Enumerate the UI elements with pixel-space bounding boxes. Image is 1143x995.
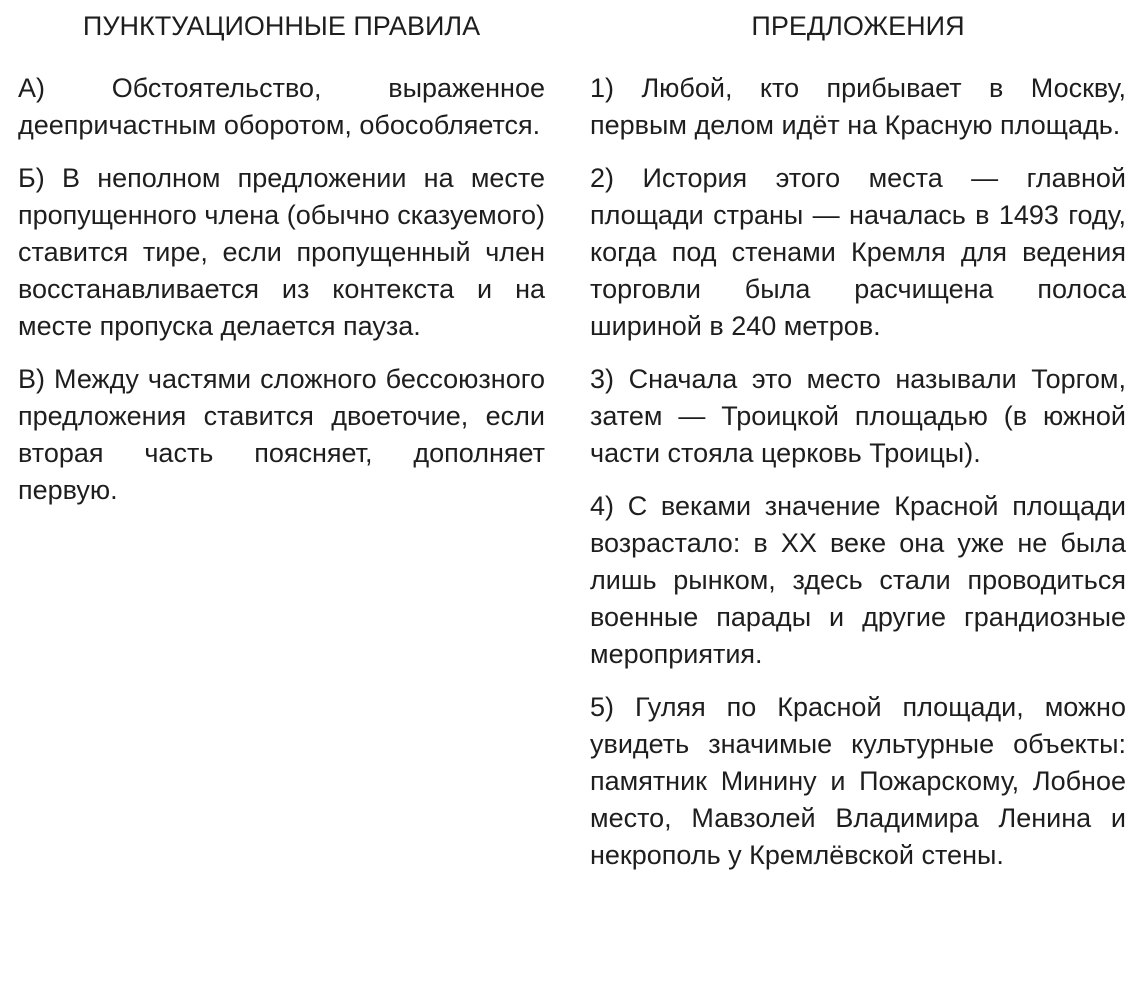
sentence-item-1-label: 1) — [590, 73, 615, 103]
sentence-item-2-label: 2) — [590, 163, 615, 193]
rule-item-b-text: В неполном предложении на месте пропущенного члена (обычно сказуемого) ставится тире, если пропущенный член восстанавливается из контекста и на месте пропуска делается пауза. — [18, 163, 545, 341]
rule-item-v-text: Между частями сложного бессоюзного предложения ставится двоеточие, если вторая часть поясняет, дополняет первую. — [18, 364, 545, 505]
sentence-item-4-label: 4) — [590, 491, 615, 521]
sentence-item-3-text: Сначала это место называли Торгом, затем — Троицкой площадью (в южной части стояла церковь Троицы). — [590, 364, 1126, 468]
sentence-item-5-label: 5) — [590, 692, 615, 722]
rules-column — [18, 8, 545, 874]
sentences-column-header: ПРЕДЛОЖЕНИЯ — [751, 11, 965, 41]
rule-item-b — [18, 160, 545, 345]
sentence-item-2 — [590, 160, 1126, 345]
sentence-item-2-text: История этого места — главной площади страны — началась в 1493 году, когда под стенами Кремля для ведения торговли была расчищена полоса шириной в 240 метров. — [590, 163, 1126, 341]
rules-column-header: ПУНКТУАЦИОННЫЕ ПРАВИЛА — [82, 11, 481, 41]
rule-item-a-label: А) — [18, 73, 45, 103]
sentence-item-4 — [590, 488, 1126, 673]
sentence-item-1 — [590, 70, 1126, 144]
rule-item-v-label: В) — [18, 364, 45, 394]
rule-item-b-label: Б) — [18, 163, 45, 193]
sentences-column — [590, 8, 1126, 874]
rule-item-a — [18, 70, 545, 144]
rule-item-a-text: Обстоятельство, выраженное деепричастным оборотом, обособляется. — [18, 73, 545, 140]
sentence-item-5-text: Гуляя по Красной площади, можно увидеть значимые культурные объекты: памятник Минину и Пожарскому, Лобное место, Мавзолей Владимира Ленина и некрополь у Кремлёвской стены. — [590, 692, 1126, 870]
sentence-item-3-label: 3) — [590, 364, 615, 394]
sentence-item-3 — [590, 361, 1126, 472]
rule-item-v — [18, 361, 545, 509]
sentence-item-4-text: С веками значение Красной площади возрастало: в XX веке она уже не была лишь рынком, здесь стали проводиться военные парады и другие грандиозные мероприятия. — [590, 491, 1126, 669]
sentence-item-1-text: Любой, кто прибывает в Москву, первым делом идёт на Красную площадь. — [590, 73, 1126, 140]
sentence-item-5 — [590, 689, 1126, 874]
